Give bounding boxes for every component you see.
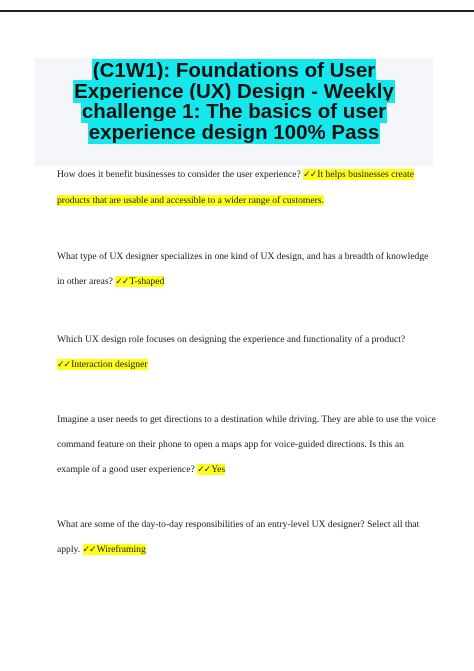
check-icon: ✓✓ bbox=[303, 170, 317, 180]
qa-item-4 bbox=[57, 407, 437, 483]
check-icon: ✓✓ bbox=[115, 277, 129, 287]
question-1: How does it benefit businesses to consider the user experience? bbox=[57, 169, 301, 180]
document-title-text: (C1W1): Foundations of User Experience (UX) Design - Weekly challenge 1: The basics of user experience design 100% Pass bbox=[74, 59, 394, 144]
check-icon: ✓✓ bbox=[82, 545, 96, 555]
answer-3: Interaction designer bbox=[71, 359, 148, 370]
question-4: Imagine a user needs to get directions to a destination while driving. They are able to use the voice command feature on their phone to open a maps app for voice-guided directions. Is this an example of a good user experience? bbox=[57, 414, 436, 475]
answer-1: It helps businesses create products that are usable and accessible to a wider range of customers. bbox=[57, 169, 414, 206]
answer-2-highlight bbox=[115, 276, 164, 287]
question-5: What are some of the day-to-day responsibilities of an entry-level UX designer? Select all that apply. bbox=[57, 519, 420, 555]
question-3: Which UX design role focuses on designing the experience and functionality of a product? bbox=[57, 334, 406, 345]
answer-5: Wireframing bbox=[96, 544, 146, 555]
answer-3-highlight bbox=[57, 359, 148, 370]
qa-item-3 bbox=[57, 327, 437, 378]
question-2: What type of UX designer specializes in one kind of UX design, and has a breadth of knowledge in other areas? bbox=[57, 251, 429, 287]
answer-4-highlight bbox=[197, 464, 225, 475]
check-icon: ✓✓ bbox=[197, 465, 211, 475]
document-title bbox=[37, 61, 431, 143]
qa-item-2 bbox=[57, 244, 437, 295]
answer-4: Yes bbox=[211, 464, 226, 475]
top-rule bbox=[0, 10, 474, 12]
answer-5-highlight bbox=[83, 544, 146, 555]
check-icon: ✓✓ bbox=[57, 360, 71, 370]
answer-2: T-shaped bbox=[129, 276, 165, 287]
qa-item-1 bbox=[57, 162, 437, 213]
qa-item-5 bbox=[57, 512, 437, 563]
